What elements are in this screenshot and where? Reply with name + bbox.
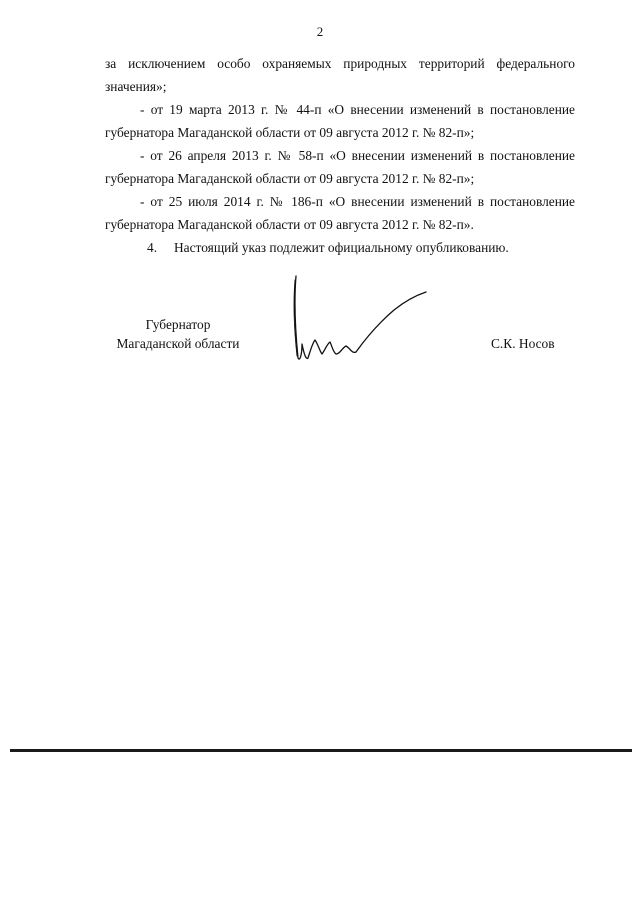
list-item-amendment-186p: - от 25 июля 2014 г. № 186-п «О внесении изменений в постановление губернатора Магаданской области от 09 августа 2012 г. № 82-п». <box>105 194 575 232</box>
paragraph-continuation: за исключением особо охраняемых природных территорий федерального значения»; <box>105 56 575 94</box>
numbered-item-4 <box>105 236 575 259</box>
page-number: 2 <box>316 24 324 39</box>
signatory-name: С.К. Носов <box>491 336 555 351</box>
signatory-title-line-2: Магаданской области <box>116 336 240 351</box>
handwritten-signature <box>280 270 450 380</box>
list-item-amendment-44p: - от 19 марта 2013 г. № 44-п «О внесении изменений в постановление губернатора Магаданской области от 09 августа 2012 г. № 82-п»; <box>105 102 575 140</box>
bottom-divider-line <box>10 749 632 752</box>
document-body <box>105 52 575 259</box>
item-number: 4. <box>147 240 158 255</box>
signature-block <box>0 315 640 405</box>
signatory-title <box>105 315 251 353</box>
item-text: Настоящий указ подлежит официальному опубликованию. <box>174 240 509 255</box>
list-item-amendment-58p: - от 26 апреля 2013 г. № 58-п «О внесении изменений в постановление губернатора Магаданской области от 09 августа 2012 г. № 82-п»; <box>105 148 575 186</box>
signatory-title-line-1: Губернатор <box>145 317 211 332</box>
